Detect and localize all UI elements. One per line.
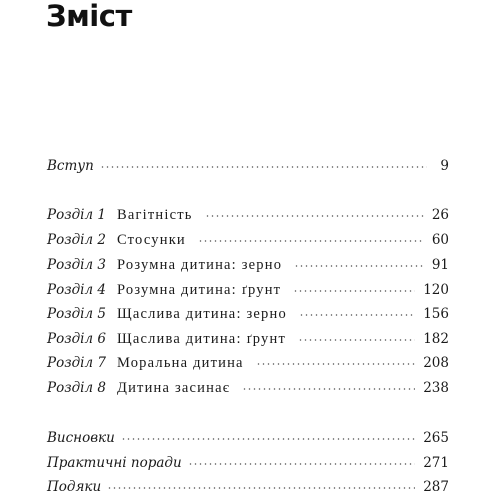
chapter-title: Розумна дитина: ґрунт — [117, 282, 282, 298]
entry-label: Вступ — [47, 158, 94, 174]
dot-leader — [121, 438, 415, 440]
chapter-label: Розділ 6 — [47, 331, 106, 347]
chapter-title: Вагітність — [117, 207, 193, 223]
entry-label: Подяки — [47, 479, 102, 495]
page-number: 287 — [423, 479, 449, 495]
chapter-title: Розумна дитина: зерно — [117, 257, 283, 273]
page-number: 9 — [440, 158, 449, 174]
chapter-label: Розділ 3 — [47, 257, 106, 273]
toc-entry-chapter-7[interactable] — [47, 353, 449, 373]
toc-entry-conclusions[interactable] — [47, 428, 449, 448]
page-number: 26 — [431, 207, 449, 223]
dot-leader — [107, 487, 415, 489]
dot-leader — [298, 339, 415, 341]
entry-label: Висновки — [47, 430, 115, 446]
chapter-label: Розділ 4 — [47, 282, 106, 298]
chapter-title: Щаслива дитина: зерно — [117, 306, 287, 322]
page-number: 120 — [423, 282, 449, 298]
toc-entry-chapter-6[interactable] — [47, 329, 449, 349]
toc-entry-acknowledgements[interactable] — [47, 477, 449, 497]
chapter-title: Дитина засинає — [117, 380, 231, 396]
dot-leader — [242, 388, 415, 390]
chapter-label: Розділ 8 — [47, 380, 106, 396]
page-number: 271 — [423, 455, 449, 471]
chapter-title: Моральна дитина — [117, 355, 244, 371]
toc-entry-chapter-2[interactable] — [47, 230, 449, 250]
toc-entry-chapter-5[interactable] — [47, 304, 449, 324]
dot-leader — [299, 314, 415, 316]
toc-entry-practical-tips[interactable] — [47, 453, 449, 473]
chapter-title: Стосунки — [117, 232, 186, 248]
dot-leader — [205, 215, 424, 217]
page-number: 60 — [431, 232, 449, 248]
dot-leader — [198, 240, 424, 242]
page-title: Зміст — [46, 0, 132, 33]
toc-entry-chapter-1[interactable] — [47, 205, 449, 225]
chapter-label: Розділ 1 — [47, 207, 106, 223]
chapter-title: Щаслива дитина: ґрунт — [117, 331, 286, 347]
dot-leader — [293, 290, 415, 292]
chapter-label: Розділ 7 — [47, 355, 106, 371]
page-number: 265 — [423, 430, 449, 446]
page-number: 91 — [431, 257, 449, 273]
dot-leader — [294, 265, 424, 267]
chapter-label: Розділ 5 — [47, 306, 106, 322]
page-number: 156 — [423, 306, 449, 322]
chapter-label: Розділ 2 — [47, 232, 106, 248]
dot-leader — [256, 363, 416, 365]
entry-label: Практичні поради — [47, 455, 182, 471]
page-number: 182 — [423, 331, 449, 347]
toc-entry-chapter-4[interactable] — [47, 280, 449, 300]
dot-leader — [100, 166, 427, 168]
toc-entry-chapter-8[interactable] — [47, 378, 449, 398]
page-number: 238 — [423, 380, 449, 396]
toc-entry-intro[interactable] — [47, 156, 449, 176]
toc-entry-chapter-3[interactable] — [47, 255, 449, 275]
dot-leader — [188, 463, 416, 465]
page-number: 208 — [423, 355, 449, 371]
